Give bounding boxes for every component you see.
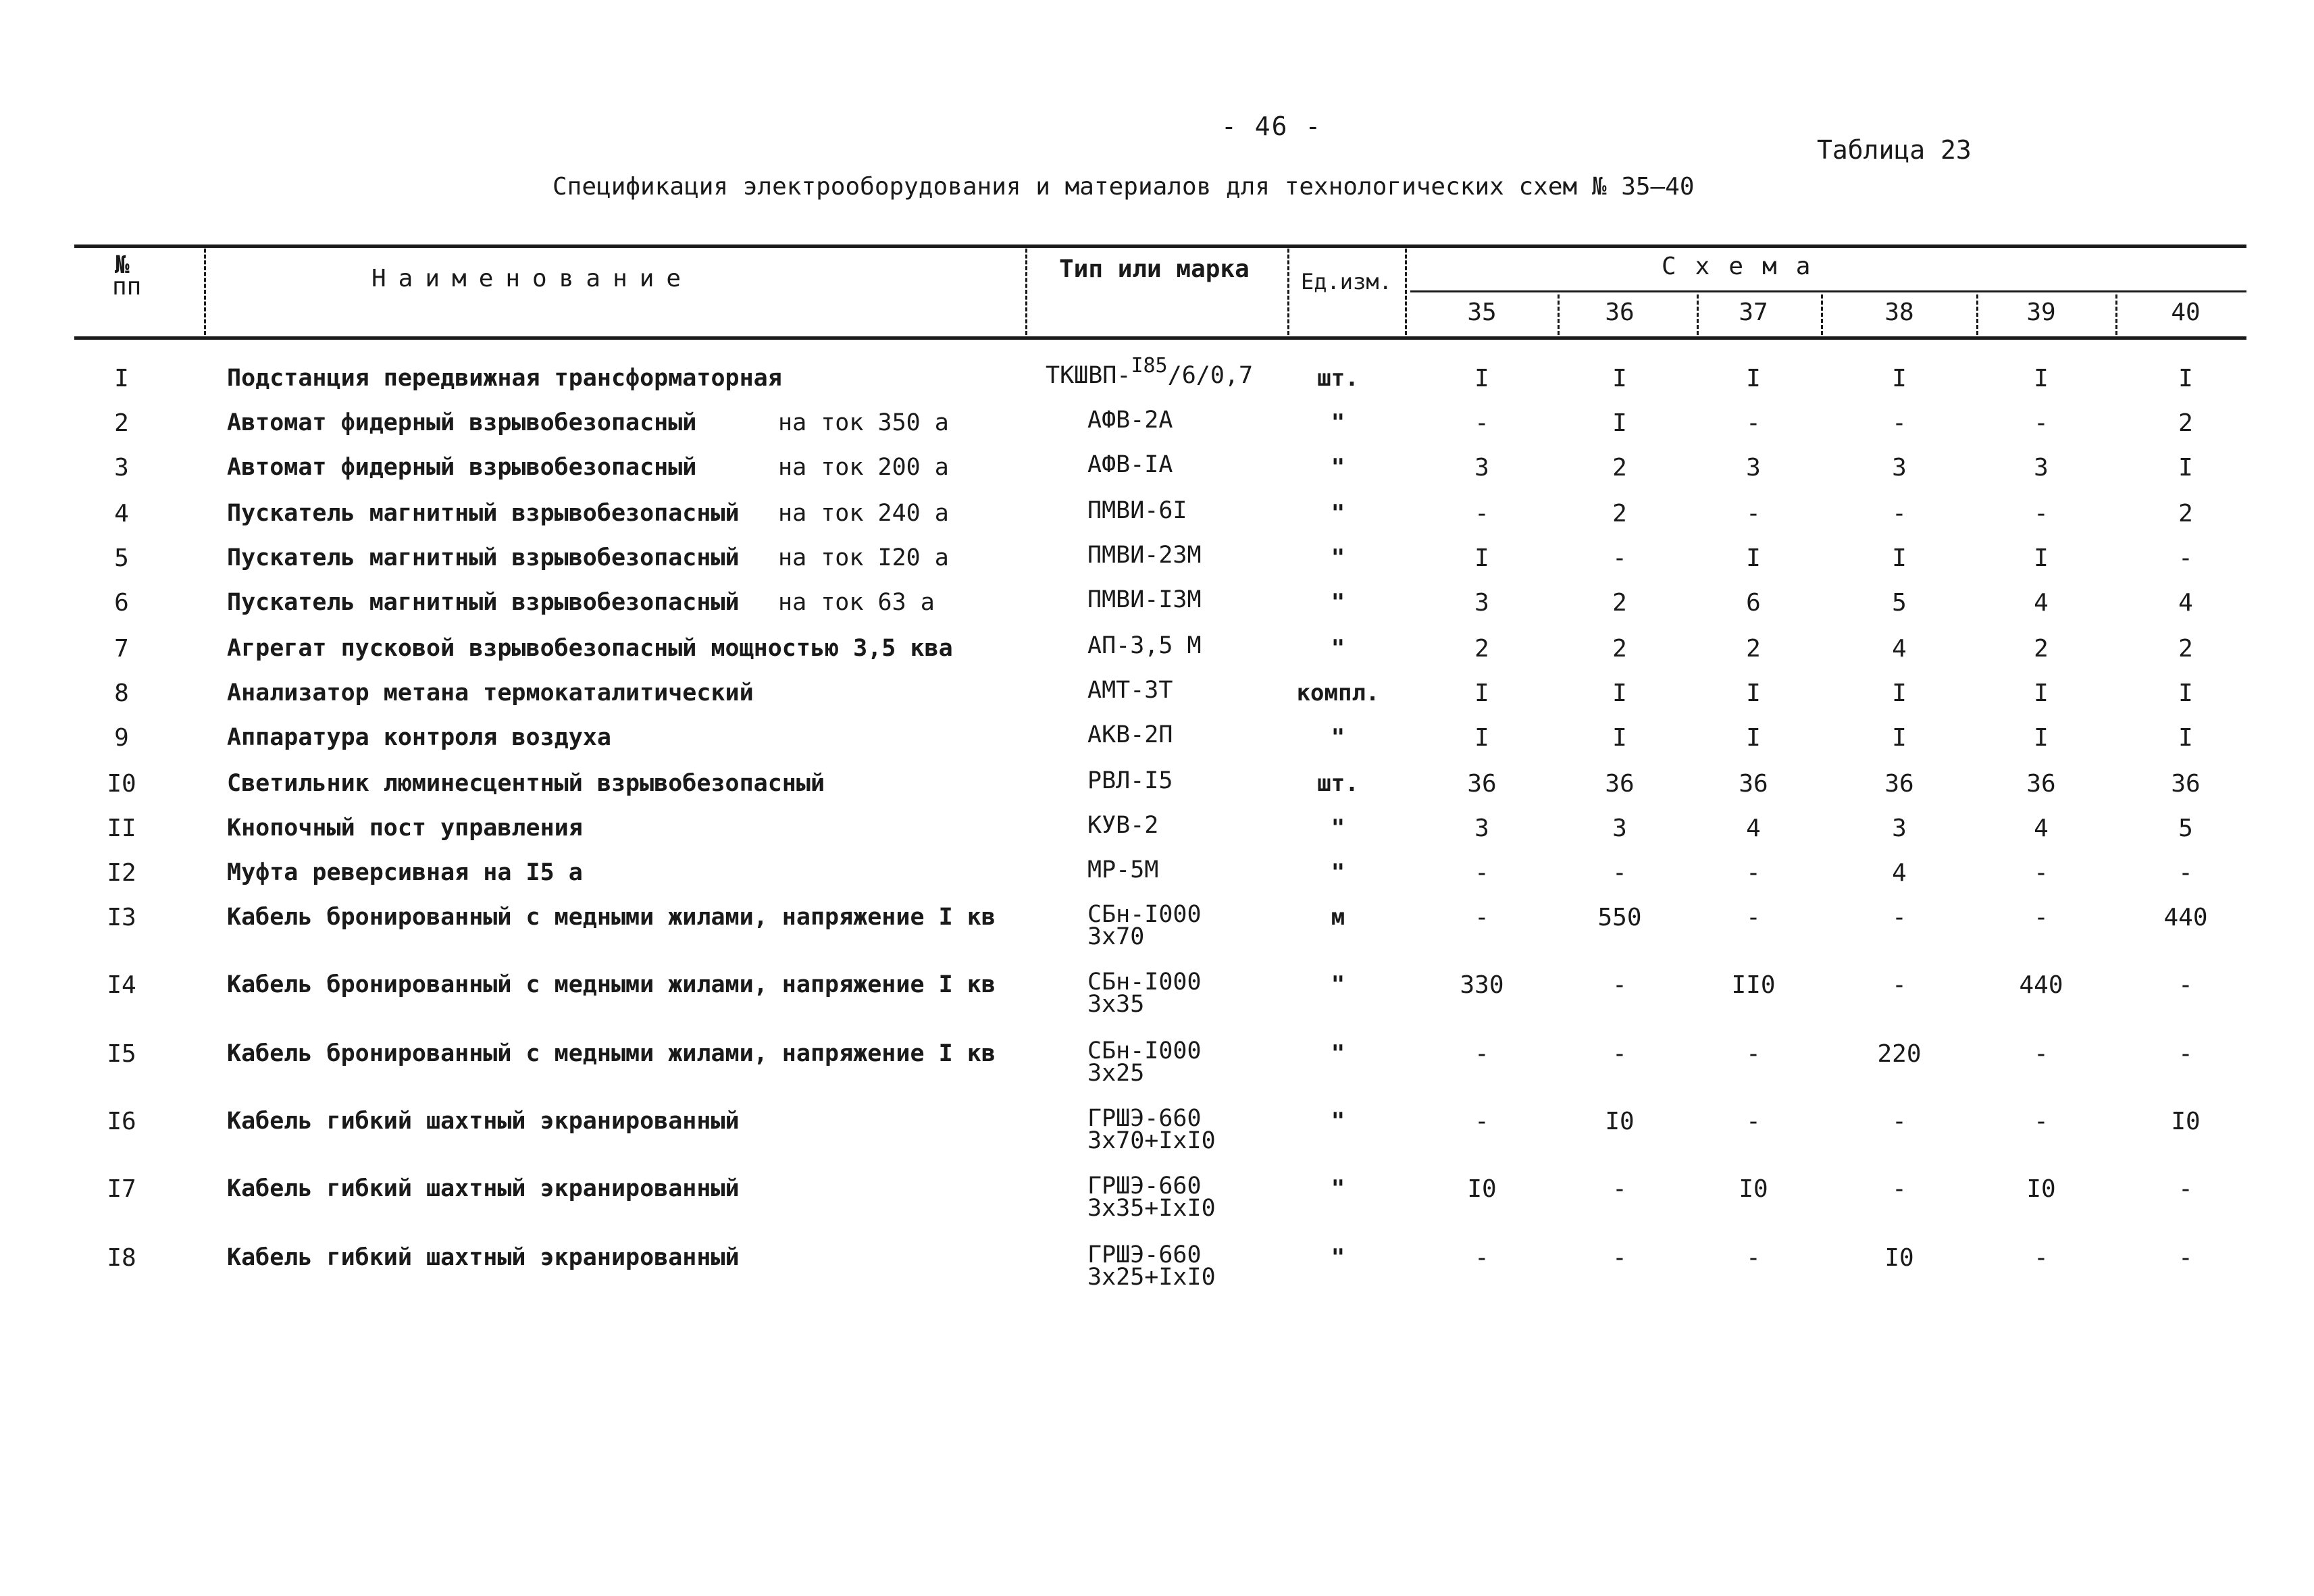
row-type (1087, 856, 1159, 883)
row-scheme-value: - (1892, 1175, 1907, 1203)
row-number: 3 (114, 454, 129, 482)
row-scheme-value: 6 (1746, 589, 1761, 617)
row-type-spec: 3х70+IхI0 (1087, 1127, 1216, 1154)
table-label: Таблица 23 (1817, 135, 1972, 165)
row-name: Пускатель магнитный взрывобезопасный (227, 544, 740, 571)
row-unit: " (1331, 589, 1345, 616)
row-unit: " (1331, 454, 1345, 481)
row-name: Автомат фидерный взрывобезопасный (227, 454, 697, 481)
row-scheme-value: - (1612, 859, 1627, 887)
row-type-tail: /6/0,7 (1167, 362, 1254, 389)
row-scheme-value: - (1746, 500, 1761, 527)
row-scheme-value: I (1892, 679, 1907, 707)
row-type-main: АФВ-IА (1087, 451, 1173, 478)
row-unit: " (1331, 971, 1345, 998)
row-unit: " (1331, 1244, 1345, 1271)
row-current: на ток 200 а (778, 454, 949, 481)
header-separator (1976, 294, 1978, 335)
row-name: Кнопочный пост управления (227, 815, 583, 842)
row-scheme-value: I (2034, 679, 2049, 707)
row-number: I7 (107, 1175, 136, 1203)
row-type-main: СБн-I000 (1087, 901, 1202, 928)
row-scheme-value: I (1474, 544, 1489, 572)
row-scheme-value: I (1474, 365, 1489, 392)
row-type (1087, 679, 1173, 702)
row-scheme-value: - (2034, 500, 2049, 527)
row-scheme-value: 3 (1612, 815, 1627, 842)
row-unit: компл. (1296, 679, 1380, 706)
row-current: на ток 63 а (778, 589, 935, 616)
row-scheme-value: I (1474, 724, 1489, 752)
row-scheme-value: 2 (1612, 589, 1627, 617)
row-scheme-value: I (1612, 679, 1627, 707)
row-scheme-value: - (2178, 544, 2193, 572)
row-scheme-value: - (1474, 1244, 1489, 1272)
row-scheme-value: - (1746, 904, 1761, 931)
row-name: Кабель гибкий шахтный экранированный (227, 1175, 740, 1202)
header-separator (1558, 294, 1560, 335)
row-scheme-value: - (1746, 1244, 1761, 1272)
row-scheme-value: I0 (2171, 1108, 2201, 1135)
row-number: I4 (107, 971, 136, 999)
row-number: I (114, 365, 129, 392)
row-scheme-value: I (2178, 724, 2193, 752)
row-type (1087, 586, 1202, 613)
row-type-spec: 3х70 (1087, 923, 1145, 950)
scheme-column-header: 39 (2026, 299, 2056, 326)
row-unit: " (1331, 859, 1345, 886)
row-scheme-value: I (1892, 724, 1907, 752)
row-type (1087, 409, 1173, 432)
row-scheme-value: 3 (1474, 454, 1489, 482)
row-type (1087, 1105, 1216, 1154)
row-scheme-value: I (2178, 679, 2193, 707)
row-scheme-value: 2 (1474, 635, 1489, 663)
row-number: I6 (107, 1108, 136, 1135)
row-scheme-value: - (1892, 1108, 1907, 1135)
row-type-spec: 3х25 (1087, 1060, 1145, 1087)
row-scheme-value: 4 (1892, 859, 1907, 887)
row-type (1087, 901, 1202, 950)
row-scheme-value: 36 (2026, 770, 2056, 798)
scheme-column-header: 35 (1467, 299, 1497, 326)
row-name: Автомат фидерный взрывобезопасный (227, 409, 697, 436)
row-scheme-value: 4 (2034, 815, 2049, 842)
row-name: Аппаратура контроля воздуха (227, 724, 611, 751)
row-type-spec: 3х25+IхI0 (1087, 1264, 1216, 1291)
row-scheme-value: - (1612, 544, 1627, 572)
row-scheme-value: 3 (1474, 589, 1489, 617)
row-name: Муфта реверсивная на I5 а (227, 859, 583, 886)
row-scheme-value: 440 (2019, 971, 2063, 999)
row-type-main: СБн-I000 (1087, 969, 1202, 996)
scheme-column-header: 37 (1739, 299, 1768, 326)
row-scheme-value: - (2034, 1244, 2049, 1272)
row-scheme-value: 2 (1746, 635, 1761, 663)
row-type (1046, 354, 1254, 389)
row-name: Светильник люминесцентный взрывобезопасный (227, 770, 825, 797)
row-scheme-value: - (2178, 971, 2193, 999)
row-scheme-value: - (1612, 1244, 1627, 1272)
row-scheme-value: I0 (2026, 1175, 2056, 1203)
row-unit: шт. (1317, 365, 1359, 392)
row-unit: " (1331, 815, 1345, 842)
row-type (1087, 451, 1173, 478)
scheme-column-header: 38 (1884, 299, 1914, 326)
row-type-main: ГРШЭ-660 (1087, 1241, 1202, 1268)
row-scheme-value: 3 (2034, 454, 2049, 482)
row-name: Кабель гибкий шахтный экранированный (227, 1108, 740, 1135)
row-name: Подстанция передвижная трансформаторная (227, 365, 782, 392)
row-scheme-value: I0 (1739, 1175, 1768, 1203)
header-type: Тип или марка (1059, 255, 1250, 283)
row-scheme-value: - (1892, 409, 1907, 437)
row-scheme-value: 3 (1474, 815, 1489, 842)
row-number: 2 (114, 409, 129, 437)
header-scheme: Схема (1662, 253, 1830, 280)
row-scheme-value: - (1474, 859, 1489, 887)
row-type (1087, 1241, 1216, 1291)
row-scheme-value: I (2034, 365, 2049, 392)
row-type (1087, 721, 1173, 748)
row-scheme-value: 36 (1739, 770, 1768, 798)
table-top-rule (74, 244, 2246, 248)
header-separator (1287, 249, 1289, 335)
scheme-sub-rule (1410, 290, 2246, 292)
row-scheme-value: I (1612, 365, 1627, 392)
row-scheme-value: I (1892, 544, 1907, 572)
row-type (1087, 1037, 1202, 1087)
header-name: Наименование (371, 265, 694, 292)
row-type-main: РВЛ-I5 (1087, 767, 1173, 794)
row-scheme-value: 4 (1892, 635, 1907, 663)
row-type (1087, 971, 1202, 1016)
header-bottom-rule (74, 336, 2246, 340)
header-no: № (115, 251, 130, 279)
row-scheme-value: 5 (1892, 589, 1907, 617)
row-scheme-value: I (1746, 365, 1761, 392)
row-scheme-value: 5 (2178, 815, 2193, 842)
row-scheme-value: - (1474, 1040, 1489, 1068)
header-unit: Ед.изм. (1301, 269, 1392, 294)
row-number: 5 (114, 544, 129, 572)
row-number: 9 (114, 724, 129, 752)
row-scheme-value: - (1612, 1040, 1627, 1068)
row-type-spec: 3х35+IхI0 (1087, 1195, 1216, 1222)
row-unit: " (1331, 500, 1345, 527)
row-scheme-value: 36 (1467, 770, 1497, 798)
row-scheme-value: - (1746, 409, 1761, 437)
row-type (1087, 812, 1159, 839)
row-name: Анализатор метана термокаталитический (227, 679, 754, 706)
row-scheme-value: - (2034, 1108, 2049, 1135)
row-scheme-value: - (1892, 971, 1907, 999)
row-name: Агрегат пусковой взрывобезопасный мощностью 3,5 ква (227, 635, 953, 662)
row-type (1087, 1175, 1216, 1220)
row-scheme-value: - (1892, 904, 1907, 931)
row-name: Пускатель магнитный взрывобезопасный (227, 589, 740, 616)
row-type (1087, 632, 1202, 659)
row-type-main: СБн-I000 (1087, 1037, 1202, 1064)
row-scheme-value: - (1612, 971, 1627, 999)
row-name: Кабель гибкий шахтный экранированный (227, 1244, 740, 1271)
row-name: Кабель бронированный с медными жилами, напряжение I кв (227, 971, 996, 998)
row-name: Кабель бронированный с медными жилами, напряжение I кв (227, 904, 996, 931)
row-type-main: ГРШЭ-660 (1087, 1105, 1202, 1132)
row-type-main: КУВ-2 (1087, 812, 1159, 839)
row-scheme-value: 2 (2178, 635, 2193, 663)
row-scheme-value: I (2178, 365, 2193, 392)
row-scheme-value: I (2034, 544, 2049, 572)
header-no-sub: пп (112, 273, 142, 301)
header-separator (1697, 294, 1699, 335)
row-number: I3 (107, 904, 136, 931)
row-type-main: ПМВИ-6I (1087, 497, 1187, 524)
row-scheme-value: - (1892, 500, 1907, 527)
row-type-superscript: I85 (1131, 354, 1168, 378)
scheme-column-header: 40 (2171, 299, 2201, 326)
row-scheme-value: I (1474, 679, 1489, 707)
row-scheme-value: I0 (1467, 1175, 1497, 1203)
row-type-main: АМТ-3Т (1087, 677, 1173, 704)
row-scheme-value: 4 (1746, 815, 1761, 842)
row-scheme-value: 4 (2034, 589, 2049, 617)
row-number: 4 (114, 500, 129, 527)
row-number: 7 (114, 635, 129, 663)
row-scheme-value: 550 (1597, 904, 1642, 931)
row-scheme-value: 36 (1605, 770, 1635, 798)
row-name: Пускатель магнитный взрывобезопасный (227, 500, 740, 527)
row-current: на ток 240 а (778, 500, 949, 527)
row-scheme-value: I (1892, 365, 1907, 392)
row-current: на ток I20 а (778, 544, 949, 571)
header-separator (204, 249, 206, 335)
row-scheme-value: - (2178, 859, 2193, 887)
row-type (1087, 767, 1173, 794)
row-scheme-value: - (1474, 500, 1489, 527)
row-scheme-value: - (1474, 409, 1489, 437)
row-scheme-value: I (1746, 679, 1761, 707)
row-scheme-value: 36 (2171, 770, 2201, 798)
row-scheme-value: - (2178, 1175, 2193, 1203)
row-scheme-value: - (1474, 904, 1489, 931)
row-scheme-value: I (2178, 454, 2193, 482)
row-scheme-value: - (2034, 859, 2049, 887)
page-number: - 46 - (1221, 111, 1322, 141)
row-scheme-value: I0 (1884, 1244, 1914, 1272)
row-current: на ток 350 а (778, 409, 949, 436)
row-type-spec: 3х35 (1087, 991, 1145, 1018)
row-number: I2 (107, 859, 136, 887)
row-name: Кабель бронированный с медными жилами, напряжение I кв (227, 1040, 996, 1067)
row-scheme-value: 36 (1884, 770, 1914, 798)
header-separator (2115, 294, 2117, 335)
row-unit: " (1331, 1175, 1345, 1202)
row-unit: " (1331, 724, 1345, 751)
row-type-main: АКВ-2П (1087, 721, 1173, 748)
row-type-main: АП-3,5 М (1087, 632, 1202, 659)
row-unit: " (1331, 635, 1345, 662)
row-scheme-value: I (1746, 544, 1761, 572)
row-type-main: МР-5М (1087, 856, 1159, 883)
row-scheme-value: - (1746, 859, 1761, 887)
row-scheme-value: 2 (1612, 500, 1627, 527)
row-scheme-value: 2 (2178, 500, 2193, 527)
row-scheme-value: 4 (2178, 589, 2193, 617)
row-scheme-value: 2 (2034, 635, 2049, 663)
row-number: I0 (107, 770, 136, 798)
row-scheme-value: I (1746, 724, 1761, 752)
row-scheme-value: - (1474, 1108, 1489, 1135)
row-type-main: АФВ-2А (1087, 407, 1173, 434)
row-number: 8 (114, 679, 129, 707)
row-scheme-value: - (2034, 409, 2049, 437)
row-scheme-value: I (2034, 724, 2049, 752)
row-scheme-value: 330 (1460, 971, 1504, 999)
row-scheme-value: II0 (1731, 971, 1776, 999)
row-unit: шт. (1317, 770, 1359, 797)
row-type-main: ТКШВП- (1046, 362, 1131, 389)
scheme-column-header: 36 (1605, 299, 1635, 326)
row-number: II (107, 815, 136, 842)
row-scheme-value: - (2178, 1040, 2193, 1068)
row-scheme-value: - (1746, 1040, 1761, 1068)
row-scheme-value: 3 (1892, 454, 1907, 482)
row-type-main: ГРШЭ-660 (1087, 1173, 1202, 1200)
row-scheme-value: 3 (1892, 815, 1907, 842)
row-scheme-value: 440 (2163, 904, 2208, 931)
row-unit: " (1331, 544, 1345, 571)
header-separator (1821, 294, 1823, 335)
row-number: I8 (107, 1244, 136, 1272)
header-separator (1405, 249, 1407, 335)
row-unit: " (1331, 409, 1345, 436)
row-scheme-value: - (1612, 1175, 1627, 1203)
row-scheme-value: 2 (2178, 409, 2193, 437)
row-scheme-value: I0 (1605, 1108, 1635, 1135)
row-scheme-value: - (2178, 1244, 2193, 1272)
row-type-main: ПМВИ-23М (1087, 542, 1202, 569)
row-scheme-value: 3 (1746, 454, 1761, 482)
row-scheme-value: 2 (1612, 454, 1627, 482)
header-separator (1025, 249, 1027, 335)
row-scheme-value: - (1746, 1108, 1761, 1135)
row-scheme-value: I (1612, 724, 1627, 752)
row-scheme-value: 2 (1612, 635, 1627, 663)
row-type-main: ПМВИ-I3М (1087, 586, 1202, 613)
row-type (1087, 497, 1187, 524)
table-title: Спецификация электрооборудования и материалов для технологических схем № 35–40 (552, 173, 1695, 201)
row-scheme-value: I (1612, 409, 1627, 437)
row-unit: " (1331, 1040, 1345, 1067)
row-scheme-value: 220 (1877, 1040, 1922, 1068)
row-type (1087, 544, 1202, 567)
row-scheme-value: - (2034, 904, 2049, 931)
row-unit: " (1331, 1108, 1345, 1135)
row-number: 6 (114, 589, 129, 617)
row-number: I5 (107, 1040, 136, 1068)
row-scheme-value: - (2034, 1040, 2049, 1068)
row-unit: м (1331, 904, 1345, 931)
